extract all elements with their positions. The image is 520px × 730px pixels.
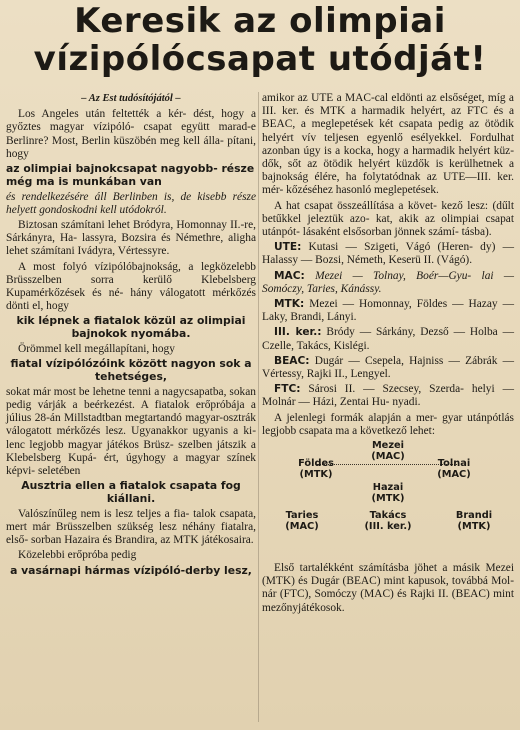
paragraph: sokat már most be lehetne tenni a nagycsapatba, sokan pedig várják a beérkezést. A fiatalok erőpróbája a július 28-án Millstadtban megtartandó magyar-osztrák válogatott mérkőzés lesz. Ugyanakkor ugyanis a ki- lenc legjobb magyar játékos Brüsz- szelben játszik a Klebelsberg Kupá- ért, úgyhogy a magyar színek képvi- seletében [6, 385, 256, 478]
formation-left-forward [270, 510, 334, 532]
paragraph: Valószínűleg nem is lesz teljes a fia- talok csapata, mert már Brüsszelben szükség lesz néhány fiatalra, első- sorban Hazaira és Brandira, az MTK játékosaira. [6, 507, 256, 547]
headline-line-1: Keresik az olimpiai [74, 1, 446, 41]
player-club: (MTK) [299, 469, 333, 481]
column-divider [258, 92, 259, 722]
team-lineup [262, 355, 514, 381]
formation-half [356, 482, 420, 504]
paragraph: és rendelkezésére áll Berlinben is, de kisebb része helyett gondoskodni kell utódokról. [6, 190, 256, 216]
paragraph: A jelenlegi formák alapján a mer- gyar utánpótlás legjobb csapata ma a következő lehet: [262, 411, 514, 437]
team-players: Sárosi II. — Szecsey, Szerda- helyi — Molnár — Házi, Zentai Hu- nyadi. [262, 383, 514, 409]
paragraph: A most folyó vízipólóbajnokság, a legközelebb Brüsszelben sorra kerülő Klebelsberg Kupamérkőzések és né- hány válogatott mérkőzés dönti el, hogy [6, 260, 256, 313]
formation-right-back [422, 458, 486, 480]
team-players: Dugár — Csepela, Hajniss — Zábrák — Vértessy, Rajki II., Lengyel. [262, 354, 514, 381]
player-club: (MTK) [371, 493, 405, 505]
player-club: (MAC) [437, 469, 471, 481]
headline [0, 2, 520, 78]
left-column [6, 92, 256, 579]
lineup-formation [262, 440, 514, 558]
team-players: Mezei — Tolnay, Boér—Gyu- lai — Somóczy, Taries, Kánássy. [262, 269, 514, 295]
player-club: (MTK) [457, 521, 491, 533]
team-lineup [262, 326, 514, 352]
byline: – Az Est tudósítójától – [81, 93, 181, 104]
bold-lead: Ausztria ellen a fiatalok csapata fog kiállani. [21, 479, 241, 506]
formation-goalkeeper [356, 440, 420, 462]
paragraph: Örömmel kell megállapítani, hogy [18, 343, 175, 356]
player-club: (MAC) [371, 451, 405, 463]
formation-right-forward [442, 510, 506, 532]
player-name: Földes [298, 458, 334, 470]
paragraph: A hat csapat összeállítása a követ- kező lesz: (dűlt betűkkel jeleztük azo- kat, akik az olimpiai csapat utánpót- lásaként elsősorban jönnek számí- tásba). [262, 199, 514, 239]
paragraph: Biztosan számítani lehet Bródyra, Homonnay II.-re, Sárkányra, Ha- lassyra, Bozsira és Némethre, aligha lehet számítani Ivádyra, Vértessyre. [6, 219, 256, 258]
player-name: Brandi [455, 510, 493, 522]
team-lineup [262, 383, 514, 409]
team-players: Kutasi — Szigeti, Vágó (Heren- dy) — Halassy — Bozsi, Németh, Keserü II. (Vágó). [262, 241, 514, 267]
player-name: Takács [369, 510, 407, 522]
bold-lead: az olimpiai bajnokcsapat nagyobb- része még ma is munkában van [6, 162, 255, 188]
bold-lead: kik lépnek a fiatalok közül az olimpiai bajnokok nyomába. [16, 314, 246, 341]
team-name: FTC: [274, 383, 301, 396]
team-name: III. ker.: [274, 326, 322, 339]
bold-lead: fiatal vízipólózóink között nagyon sok a tehetséges, [10, 357, 252, 384]
player-name: Taries [285, 510, 319, 522]
team-name: MAC: [274, 269, 305, 282]
paragraph: Los Angeles után feltették a kér- dést, hogy a győztes magyar vízipóló- csapat együtt marad-e Berlinre? Most, Berlin küszöbén meg kell álla- pítani, hogy [6, 108, 256, 160]
team-lineups [262, 241, 514, 409]
team-name: MTK: [274, 298, 305, 311]
bold-lead: a vasárnapi hármas vízipóló-derby lesz, [10, 563, 252, 577]
paragraph: amikor az UTE a MAC-cal eldönti az elsőséget, míg a III. ker. és MTK a harmadik helyért, az FTC és a BEAC, a meglepetések két csapata pedig az ötödik helyért vív teljesen egyenlő esélyekkel. Fordulhat azonban úgy is a kocka, hogy a harmadik helyért küz- dők, sőt az ötödik helyért küzdők is kerülhetnek a bajnokság élére, ha folytatódnak az UTE—III. ker. mér- kőzéséhez hasonló meglepetések. [262, 92, 514, 197]
paragraph: Első tartalékként számításba jöhet a másik Mezei (MTK) és Dugár (BEAC) mint kapusok, továbbá Mol- nár (FTC), Somóczy (MAC) és Rajki II. (BEAC) mint mezőnyjátékosok. [262, 562, 514, 614]
formation-center-forward [352, 510, 424, 532]
player-name: Tolnai [437, 458, 471, 470]
player-club: (MAC) [285, 521, 319, 533]
team-lineup [262, 270, 514, 296]
team-name: UTE: [274, 241, 302, 254]
team-lineup [262, 241, 514, 267]
headline-line-2: vízipólócsapat utódját! [33, 39, 487, 79]
team-players: Mezei — Homonnay, Földes — Hazay — Laky, Brandi, Lányi. [262, 298, 514, 324]
player-name: Hazai [372, 482, 404, 494]
team-lineup [262, 298, 514, 324]
right-column [262, 92, 514, 617]
team-name: BEAC: [274, 354, 310, 367]
paragraph: Közelebbi erőpróba pedig [18, 549, 137, 562]
player-name: Mezei [371, 440, 405, 452]
player-club: (III. ker.) [364, 521, 412, 533]
team-players: Bródy — Sárkány, Dezső — Holba — Czelle, Takács, Kislégi. [262, 326, 514, 352]
formation-left-back [284, 458, 348, 480]
